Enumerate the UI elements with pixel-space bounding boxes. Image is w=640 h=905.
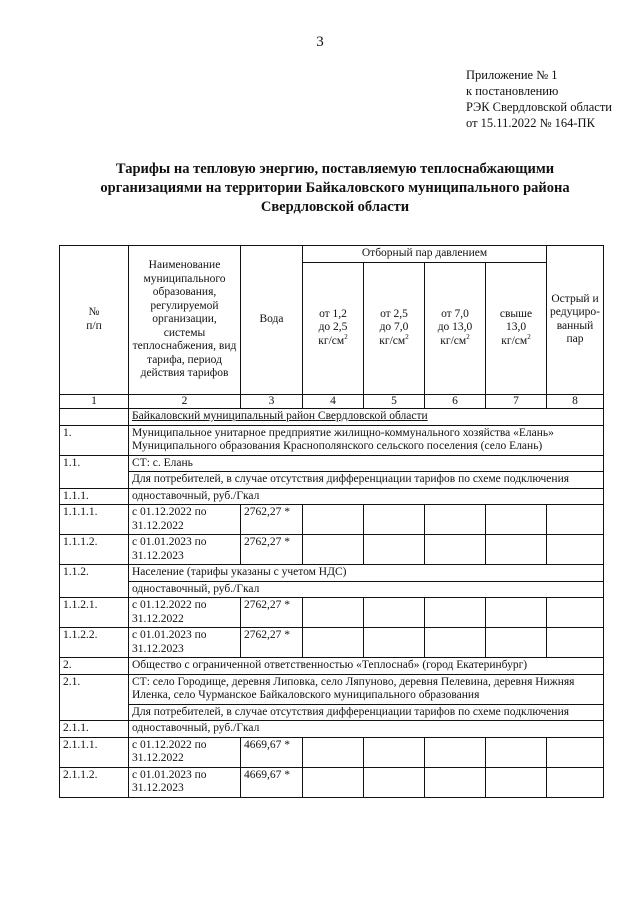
table-row xyxy=(60,455,604,472)
table-row xyxy=(60,505,604,535)
heat-system-name: СТ: село Городище, деревня Липовка, село Ляпуново, деревня Пелевина, деревня Нижняя Иленка, село Чурманское Байкаловского муниципального образования xyxy=(129,674,604,704)
table-row xyxy=(60,658,604,675)
appendix-line: Приложение № 1 xyxy=(466,68,558,82)
column-number: 3 xyxy=(241,394,303,409)
water-price: 2762,27 * xyxy=(241,598,303,628)
header-number: № п/п xyxy=(60,246,129,395)
table-row xyxy=(60,704,604,721)
organization-name: Муниципальное унитарное предприятие жилищно-коммунального хозяйства «Елань» Муниципального образования Краснополянского сельского поселения (село Елань) xyxy=(129,425,604,455)
row-id: 1.1.1.2. xyxy=(60,535,129,565)
tariff-table xyxy=(59,245,604,798)
row-id: 1.1.2. xyxy=(60,565,129,598)
title-line: Тарифы на тепловую энергию, поставляемую теплоснабжающими xyxy=(115,161,555,177)
consumer-category: Население (тарифы указаны с учетом НДС) xyxy=(129,565,604,582)
title-line: организациями на территории Байкаловского муниципального района xyxy=(100,180,570,196)
rate-type: одноставочный, руб./Гкал xyxy=(129,721,604,738)
table-header-row xyxy=(60,246,604,263)
appendix-line: РЭК Свердловской области xyxy=(466,100,612,114)
consumer-category: Для потребителей, в случае отсутствия дифференциации тарифов по схеме подключения xyxy=(129,472,604,489)
row-id: 2.1. xyxy=(60,674,129,721)
water-price: 2762,27 * xyxy=(241,505,303,535)
region-name: Байкаловский муниципальный район Свердловской области xyxy=(129,409,604,426)
header-steam-group: Отборный пар давлением xyxy=(303,246,547,263)
water-price: 2762,27 * xyxy=(241,535,303,565)
column-number-row xyxy=(60,394,604,409)
document-title xyxy=(60,160,610,217)
table-row xyxy=(60,767,604,797)
page-number: 3 xyxy=(316,34,324,50)
column-number: 2 xyxy=(129,394,241,409)
row-id: 1.1. xyxy=(60,455,129,488)
tariff-period: с 01.01.2023 по 31.12.2023 xyxy=(129,628,241,658)
row-id: 1. xyxy=(60,425,129,455)
header-sharp-steam: Острый и редуциро-ванный пар xyxy=(547,246,604,395)
header-name: Наименование муниципального образования, регулируемой организации, системы теплоснабжения, вид тарифа, период действия тарифов xyxy=(129,246,241,395)
table-row xyxy=(60,535,604,565)
row-id: 1.1.2.1. xyxy=(60,598,129,628)
water-price: 2762,27 * xyxy=(241,628,303,658)
tariff-period: с 01.12.2022 по 31.12.2022 xyxy=(129,505,241,535)
appendix-block xyxy=(466,67,612,131)
water-price: 4669,67 * xyxy=(241,767,303,797)
column-number: 4 xyxy=(303,394,364,409)
column-number: 8 xyxy=(547,394,604,409)
tariff-period: с 01.12.2022 по 31.12.2022 xyxy=(129,737,241,767)
column-number: 1 xyxy=(60,394,129,409)
column-number: 6 xyxy=(425,394,486,409)
row-id: 2.1.1. xyxy=(60,721,129,738)
table-row xyxy=(60,737,604,767)
column-number: 5 xyxy=(364,394,425,409)
tariff-period: с 01.01.2023 по 31.12.2023 xyxy=(129,535,241,565)
water-price: 4669,67 * xyxy=(241,737,303,767)
tariff-period: с 01.01.2023 по 31.12.2023 xyxy=(129,767,241,797)
table-row xyxy=(60,425,604,455)
table-row xyxy=(60,472,604,489)
row-id: 1.1.1.1. xyxy=(60,505,129,535)
consumer-category: Для потребителей, в случае отсутствия дифференциации тарифов по схеме подключения xyxy=(129,704,604,721)
header-water: Вода xyxy=(241,246,303,395)
rate-type: одноставочный, руб./Гкал xyxy=(129,488,604,505)
header-pressure-1: от 1,2 до 2,5 $кг/см^2$ xyxy=(303,262,364,394)
appendix-line: к постановлению xyxy=(466,84,559,98)
row-id: 2.1.1.2. xyxy=(60,767,129,797)
column-number: 7 xyxy=(486,394,547,409)
appendix-line: от 15.11.2022 № 164-ПК xyxy=(466,116,595,130)
row-id: 1.1.1. xyxy=(60,488,129,505)
table-row xyxy=(60,721,604,738)
table-row xyxy=(60,598,604,628)
row-id: 2. xyxy=(60,658,129,675)
organization-name: Общество с ограниченной ответственностью «Теплоснаб» (город Екатеринбург) xyxy=(129,658,604,675)
region-row xyxy=(60,409,604,426)
row-id: 1.1.2.2. xyxy=(60,628,129,658)
title-line: Свердловской области xyxy=(260,199,410,215)
table-row xyxy=(60,674,604,704)
header-pressure-2: от 2,5 до 7,0 $кг/см^2$ xyxy=(364,262,425,394)
header-pressure-4: свыше 13,0 $кг/см^2$ xyxy=(486,262,547,394)
table-row xyxy=(60,628,604,658)
table-row xyxy=(60,488,604,505)
tariff-period: с 01.12.2022 по 31.12.2022 xyxy=(129,598,241,628)
rate-type: одноставочный, руб./Гкал xyxy=(129,581,604,598)
heat-system-name: СТ: с. Елань xyxy=(129,455,604,472)
table-row xyxy=(60,565,604,582)
row-id: 2.1.1.1. xyxy=(60,737,129,767)
header-pressure-3: от 7,0 до 13,0 $кг/см^2$ xyxy=(425,262,486,394)
table-row xyxy=(60,581,604,598)
